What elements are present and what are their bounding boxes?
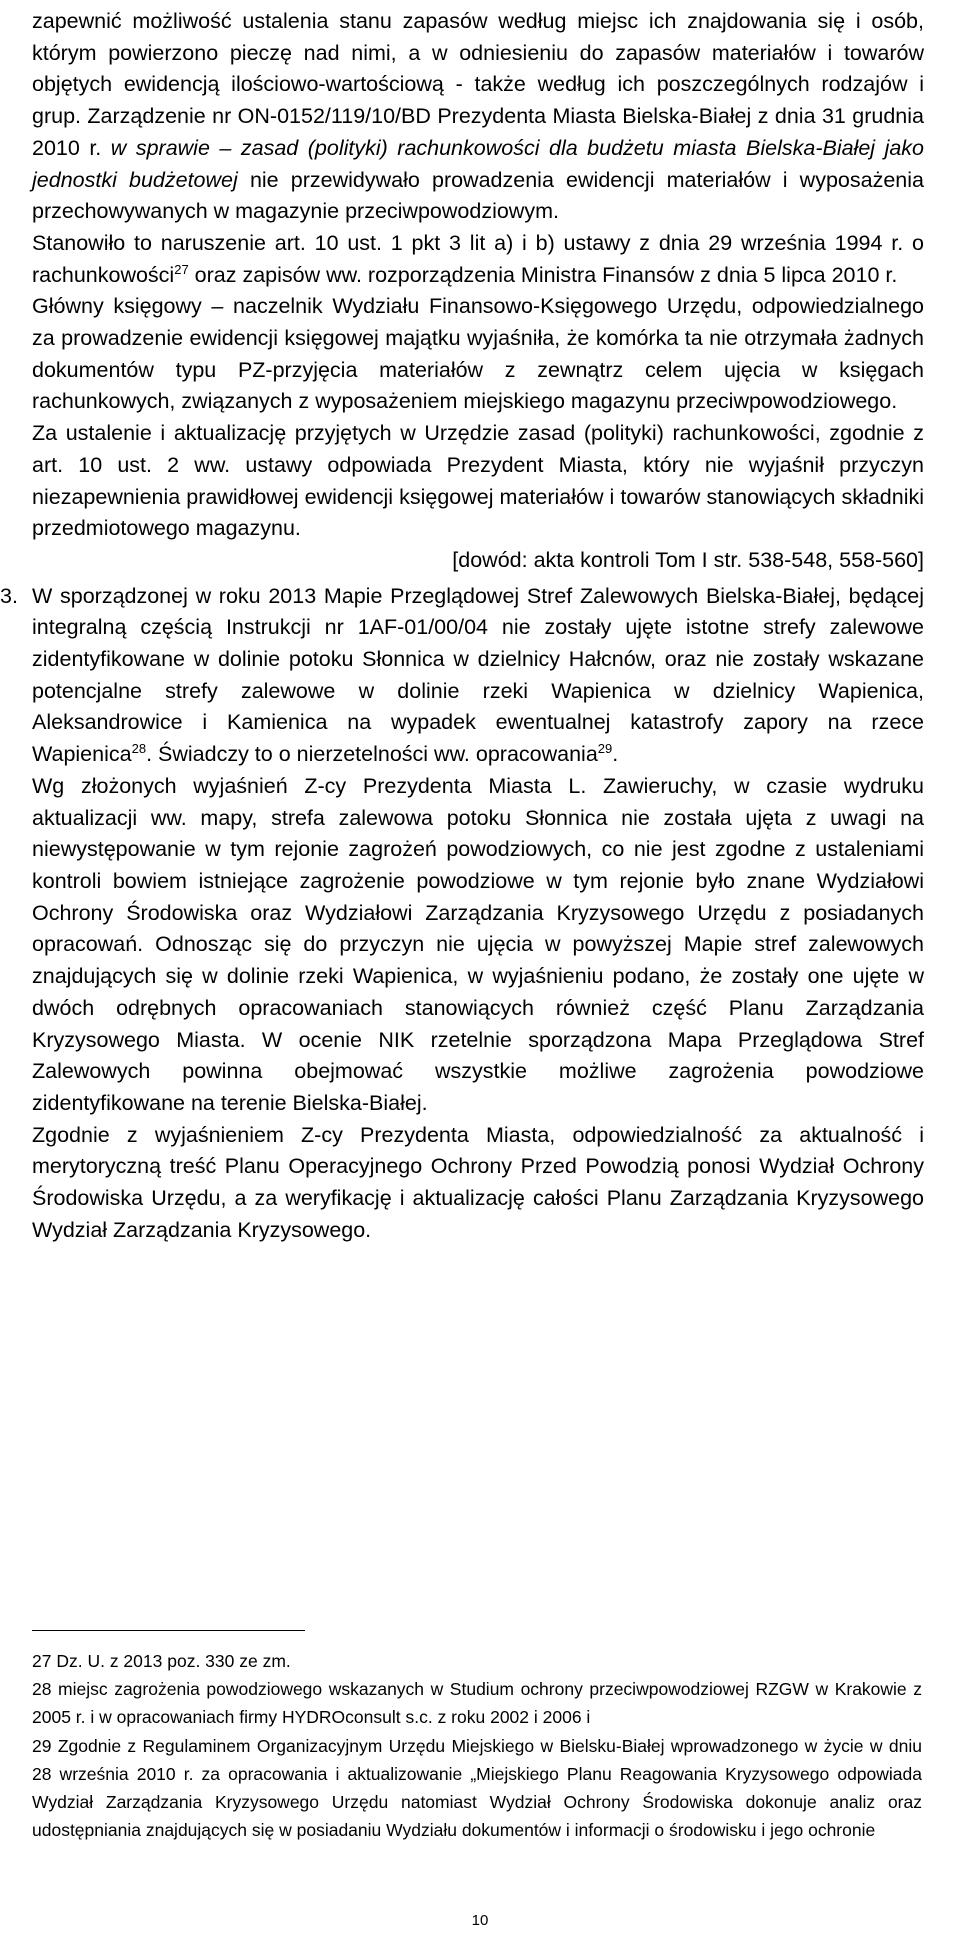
list-item-3	[0, 581, 924, 771]
footnote-29	[32, 1732, 922, 1845]
paragraph-text: nie przewidywało prowadzenia ewidencji materiałów i wyposażenia przechowywanych w magazynie przeciwpowodziowym.	[32, 167, 924, 224]
paragraph-accounting-policy: Za ustalenie i aktualizację przyjętych w Urzędzie zasad (polityki) rachunkowości, zgodnie z art. 10 ust. 2 ww. ustawy odpowiada Prezydent Miasta, który nie wyjaśnił przyczyn niezapewnienia prawidłowej ewidencji księgowej materiałów i towarów stanowiących składniki przedmiotowego magazynu.	[32, 421, 924, 541]
paragraph-inventory-rules	[32, 6, 924, 228]
paragraph-text: . Świadczy to o nierzetelności ww. opracowania	[146, 742, 598, 767]
document-body	[0, 6, 925, 1246]
paragraph-text: zapewnić możliwość ustalenia stanu zapasów według miejsc ich znajdowania się i osób, którym powierzono pieczę nad nimi, a w odniesieniu do zapasów materiałów i towarów objętych ewidencją ilościowo-wartościową - także według ich poszczególnych rodzajów i grup. Zarządzenie nr ON-0152/119/10/BD Prezydenta Miasta Bielska-Białej z dnia 31 grudnia 2010 r.	[32, 9, 924, 160]
paragraph-responsibility: Zgodnie z wyjaśnieniem Z-cy Prezydenta Miasta, odpowiedzialność za aktualność i merytoryczną treść Planu Operacyjnego Ochrony Przed Powodzią ponosi Wydział Ochrony Środowiska Urzędu, a za weryfikację i aktualizację całości Planu Zarządzania Kryzysowego Wydział Zarządzania Kryzysowego.	[32, 1122, 924, 1242]
list-number: 3.	[0, 583, 18, 608]
evidence-reference: [dowód: akta kontroli Tom I str. 538-548, 558-560]	[452, 547, 924, 572]
footnote-27	[32, 1647, 922, 1675]
page-number: 10	[471, 1912, 489, 1929]
paragraph-chief-accountant: Główny księgowy – naczelnik Wydziału Finansowo-Księgowego Urzędu, odpowiedzialnego za prowadzenie ewidencji księgowej majątku wyjaśniła, że komórka ta nie otrzymała żadnych dokumentów typu PZ-przyjęcia materiałów z zewnątrz celem ujęcia w księgach rachunkowych, związanych z wyposażeniem miejskiego magazynu przeciwpowodziowego.	[32, 294, 924, 414]
paragraph-text: oraz zapisów ww. rozporządzenia Ministra Finansów z dnia 5 lipca 2010 r.	[194, 262, 898, 287]
footnote-number: 27	[32, 1651, 52, 1671]
footnotes	[32, 1647, 922, 1844]
footnote-number: 29	[32, 1735, 52, 1756]
footnote-28	[32, 1675, 922, 1731]
footnote-text: Zgodnie z Regulaminem Organizacyjnym Urzędu Miejskiego w Bielsku-Białej wprowadzonego w życie w dniu 28 września 2010 r. za opracowania i aktualizowanie „Miejskiego Planu Reagowania Kryzysowego odpowiada Wydział Zarządzania Kryzysowego Urzędu natomiast Wydział Ochrony Środowiska dokonuje analiz oraz udostępniania znajdujących się w posiadaniu Wydziału dokumentów i informacji o środowisku i jego ochronie	[32, 1735, 922, 1841]
footnote-ref[interactable]: 27	[174, 261, 189, 277]
footnote-text: miejsc zagrożenia powodziowego wskazanych w Studium ochrony przeciwpowodziowej RZGW w Krakowie z 2005 r. i w opracowaniach firmy HYDROconsult s.c. z roku 2002 i 2006 i	[32, 1679, 922, 1728]
paragraph-text: W sporządzonej w roku 2013 Mapie Przeglądowej Stref Zalewowych Bielska-Białej, będącej integralną częścią Instrukcji nr 1AF-01/00/04 nie zostały ujęte istotne strefy zalewowe zidentyfikowane w dolinie potoku Słonnica w dzielnicy Hałcnów, oraz nie zostały wskazane potencjalne strefy zalewowe w dolinie rzeki Wapienica w dzielnicy Wapienica, Aleksandrowice i Kamienica na wypadek ewentualnej katastrofy zapory na rzece Wapienica	[32, 583, 924, 767]
paragraph-explanations: Wg złożonych wyjaśnień Z-cy Prezydenta Miasta L. Zawieruchy, w czasie wydruku aktualizacji ww. mapy, strefa zalewowa potoku Słonnica nie została ujęta z uwagi na niewystępowanie w tym rejonie zagrożeń powodziowych, co nie jest zgodne z ustaleniami kontroli bowiem istniejące zagrożenie powodziowe w tym rejonie było znane Wydziałowi Ochrony Środowiska oraz Wydziałowi Zarządzania Kryzysowego Urzędu z posiadanych opracowań. Odnosząc się do przyczyn nie ujęcia w powyższej Mapie stref zalewowych znajdujących się w dolinie rzeki Wapienica, w wyjaśnieniu podano, że zostały one ujęte w dwóch odrębnych opracowaniach stanowiących również część Planu Zarządzania Kryzysowego Miasta. W ocenie NIK rzetelnie sporządzona Mapa Przeglądowa Stref Zalewowych powinna obejmować wszystkie możliwe zagrożenia powodziowe zidentyfikowane na terenie Bielska-Białej.	[32, 773, 924, 1115]
footnote-ref[interactable]: 29	[597, 741, 613, 757]
footnote-number: 28	[32, 1679, 52, 1700]
footnote-text: Dz. U. z 2013 poz. 330 ze zm.	[56, 1651, 291, 1671]
italic-title: w sprawie – zasad (polityki) rachunkowości dla budżetu miasta Bielska-Białej jako jednostki budżetowej	[32, 135, 925, 192]
paragraph-violation	[32, 228, 924, 291]
paragraph-text: Stanowiło to naruszenie art. 10 ust. 1 pkt 3 lit a) i b) ustawy z dnia 29 września 1994 r. o rachunkowości	[32, 230, 924, 287]
paragraph-text: .	[612, 742, 619, 767]
footnote-separator	[32, 1630, 305, 1631]
footnote-ref[interactable]: 28	[131, 741, 147, 757]
